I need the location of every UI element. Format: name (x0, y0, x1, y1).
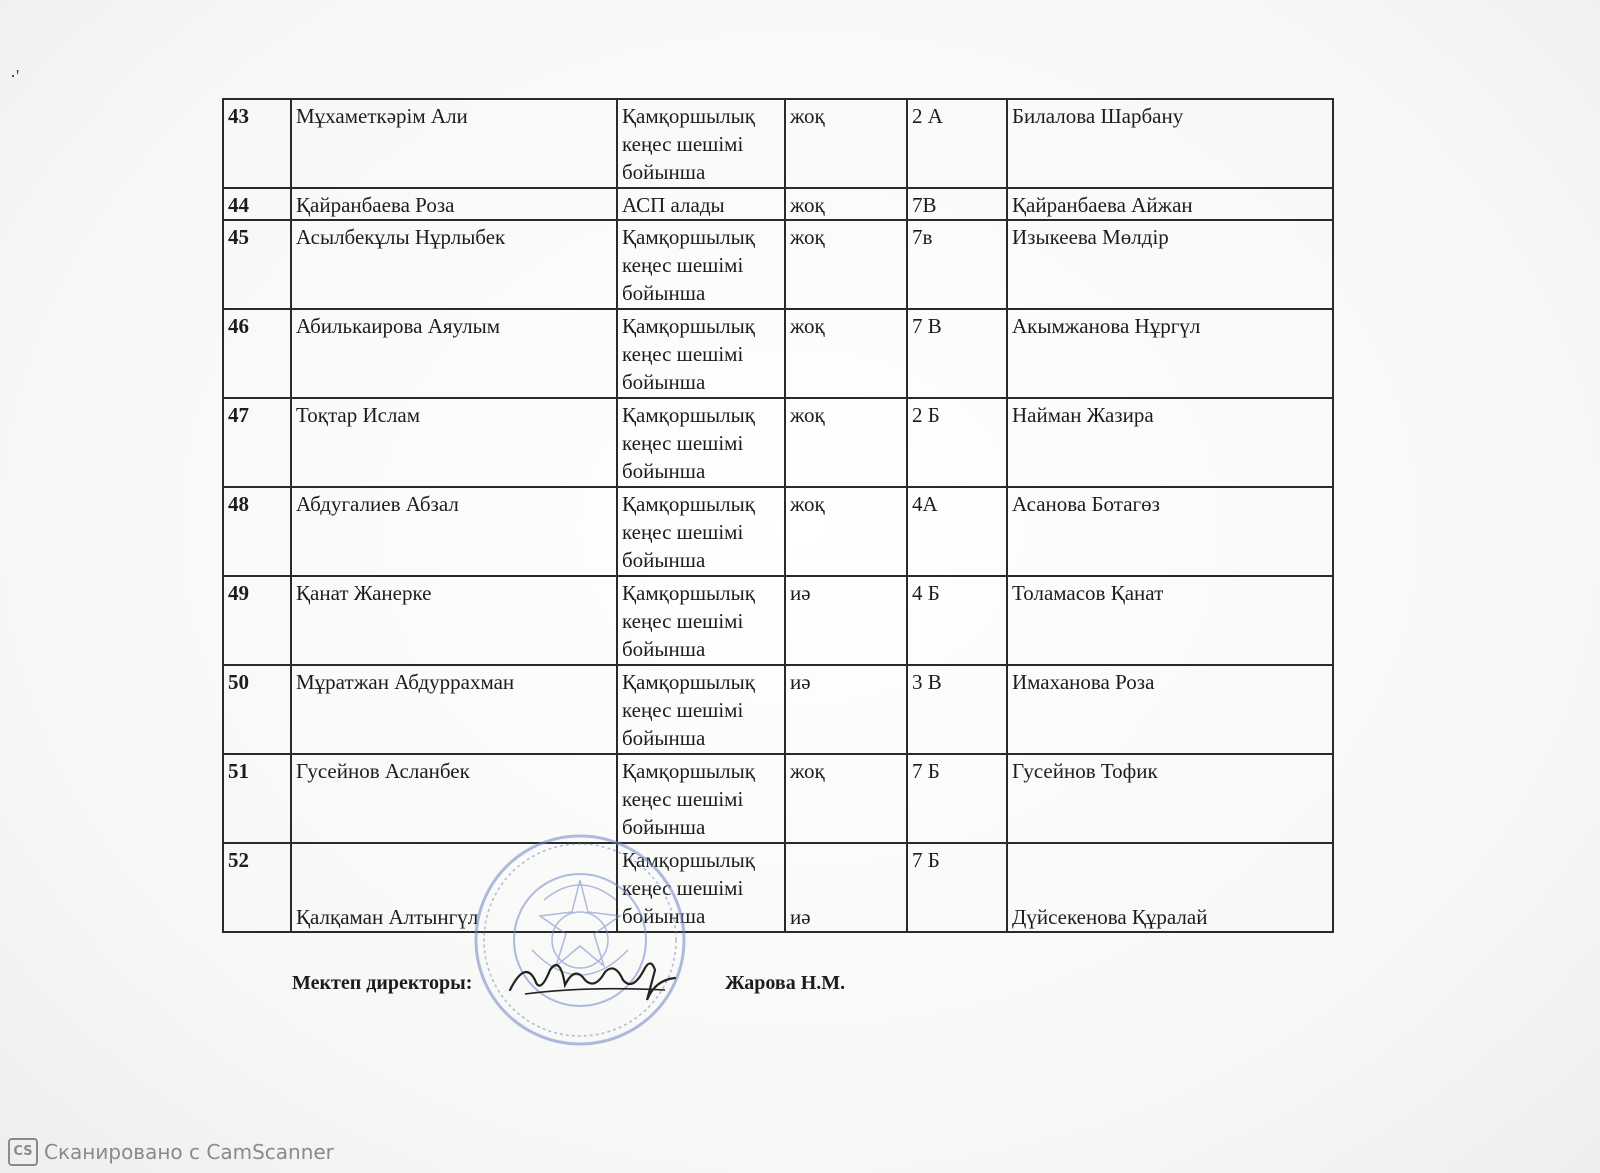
flag-cell: жоқ (785, 309, 907, 398)
parent-name: Найман Жазира (1007, 398, 1333, 487)
parent-name: Дүйсекенова Құралай (1007, 843, 1333, 932)
corner-mark: ·' (10, 66, 20, 86)
student-name: Абдугалиев Абзал (291, 487, 617, 576)
flag-cell: жоқ (785, 754, 907, 843)
flag-cell: жоқ (785, 188, 907, 220)
parent-name: Гусейнов Тофик (1007, 754, 1333, 843)
student-table (222, 98, 1334, 933)
basis-cell: Қамқоршылық кеңес шешімі бойынша (617, 576, 785, 665)
class-cell: 7в (907, 220, 1007, 309)
class-cell: 7 Б (907, 754, 1007, 843)
table-row (223, 99, 1333, 188)
class-cell: 7 В (907, 309, 1007, 398)
table-row (223, 309, 1333, 398)
parent-name: Билалова Шарбану (1007, 99, 1333, 188)
basis-cell: Қамқоршылық кеңес шешімі бойынша (617, 843, 785, 932)
student-name: Гусейнов Асланбек (291, 754, 617, 843)
table-row (223, 487, 1333, 576)
row-number: 47 (223, 398, 291, 487)
student-name: Тоқтар Ислам (291, 398, 617, 487)
parent-name: Акымжанова Нұргүл (1007, 309, 1333, 398)
student-name: Мұратжан Абдуррахман (291, 665, 617, 754)
student-name: Мұхаметкәрім Али (291, 99, 617, 188)
camscanner-watermark (8, 1138, 334, 1166)
basis-cell: Қамқоршылық кеңес шешімі бойынша (617, 487, 785, 576)
student-name: Абилькаирова Аяулым (291, 309, 617, 398)
table-row (223, 665, 1333, 754)
flag-cell: жоқ (785, 99, 907, 188)
camscanner-logo-icon: CS (8, 1138, 38, 1166)
row-number: 50 (223, 665, 291, 754)
table-row (223, 576, 1333, 665)
class-cell: 3 В (907, 665, 1007, 754)
table-row (223, 398, 1333, 487)
class-cell: 4А (907, 487, 1007, 576)
parent-name: Толамасов Қанат (1007, 576, 1333, 665)
table-row (223, 188, 1333, 220)
flag-cell: жоқ (785, 487, 907, 576)
basis-cell: Қамқоршылық кеңес шешімі бойынша (617, 398, 785, 487)
student-name: Қайранбаева Роза (291, 188, 617, 220)
watermark-text: Сканировано с CamScanner (44, 1140, 334, 1164)
class-cell: 4 Б (907, 576, 1007, 665)
table-row (223, 843, 1333, 932)
row-number: 43 (223, 99, 291, 188)
flag-cell: жоқ (785, 398, 907, 487)
row-number: 46 (223, 309, 291, 398)
basis-cell: АСП алады (617, 188, 785, 220)
row-number: 48 (223, 487, 291, 576)
table-row (223, 754, 1333, 843)
signature-icon (505, 950, 685, 1010)
class-cell: 2 Б (907, 398, 1007, 487)
class-cell: 2 А (907, 99, 1007, 188)
row-number: 45 (223, 220, 291, 309)
row-number: 52 (223, 843, 291, 932)
parent-name: Қайранбаева Айжан (1007, 188, 1333, 220)
basis-cell: Қамқоршылық кеңес шешімі бойынша (617, 754, 785, 843)
basis-cell: Қамқоршылық кеңес шешімі бойынша (617, 220, 785, 309)
class-cell: 7 Б (907, 843, 1007, 932)
student-name: Асылбекұлы Нұрлыбек (291, 220, 617, 309)
basis-cell: Қамқоршылық кеңес шешімі бойынша (617, 665, 785, 754)
school-seal-icon (470, 830, 690, 1050)
flag-cell: иә (785, 576, 907, 665)
row-number: 44 (223, 188, 291, 220)
table-row (223, 220, 1333, 309)
parent-name: Имаханова Роза (1007, 665, 1333, 754)
row-number: 49 (223, 576, 291, 665)
student-name: Қалқаман Алтынгүл (291, 843, 617, 932)
student-name: Қанат Жанерке (291, 576, 617, 665)
signature-label: Мектеп директоры: (292, 972, 473, 994)
flag-cell: иә (785, 665, 907, 754)
flag-cell: жоқ (785, 220, 907, 309)
basis-cell: Қамқоршылық кеңес шешімі бойынша (617, 99, 785, 188)
signatory-name: Жарова Н.М. (725, 972, 846, 994)
flag-cell: иә (785, 843, 907, 932)
class-cell: 7В (907, 188, 1007, 220)
basis-cell: Қамқоршылық кеңес шешімі бойынша (617, 309, 785, 398)
parent-name: Асанова Ботагөз (1007, 487, 1333, 576)
row-number: 51 (223, 754, 291, 843)
parent-name: Изыкеева Мөлдір (1007, 220, 1333, 309)
